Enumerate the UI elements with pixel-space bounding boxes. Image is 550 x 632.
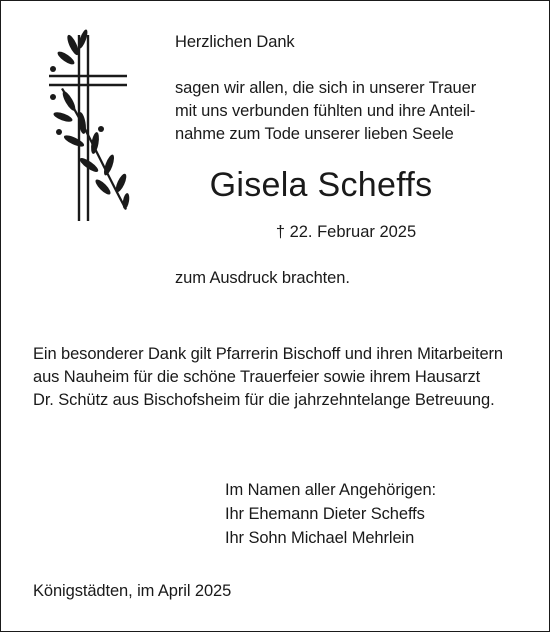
thanks-line: Ein besonderer Dank gilt Pfarrerin Bischoff und ihren Mitarbeitern (33, 345, 504, 363)
intro-line: mit uns verbunden fühlten und ihre Anteil- (175, 102, 476, 120)
death-date: † 22. Februar 2025 (275, 223, 417, 241)
thanks-line: Dr. Schütz aus Bischofsheim für die jahrzehntelange Betreuung. (33, 391, 495, 409)
closing-line: zum Ausdruck brachten. (175, 269, 350, 287)
deceased-name: Gisela Scheffs (209, 166, 433, 204)
intro-line: nahme zum Tode unserer lieben Seele (175, 125, 454, 143)
signature-line: Im Namen aller Angehörigen: (225, 481, 437, 499)
thanks-line: aus Nauheim für die schöne Trauerfeier sowie ihrem Hausarzt (33, 368, 481, 386)
signature-line: Ihr Ehemann Dieter Scheffs (225, 505, 425, 523)
heading: Herzlichen Dank (175, 33, 295, 51)
signature-line: Ihr Sohn Michael Mehrlein (225, 529, 415, 547)
intro-line: sagen wir allen, die sich in unserer Trauer (175, 79, 477, 97)
place-date: Königstädten, im April 2025 (33, 582, 232, 600)
